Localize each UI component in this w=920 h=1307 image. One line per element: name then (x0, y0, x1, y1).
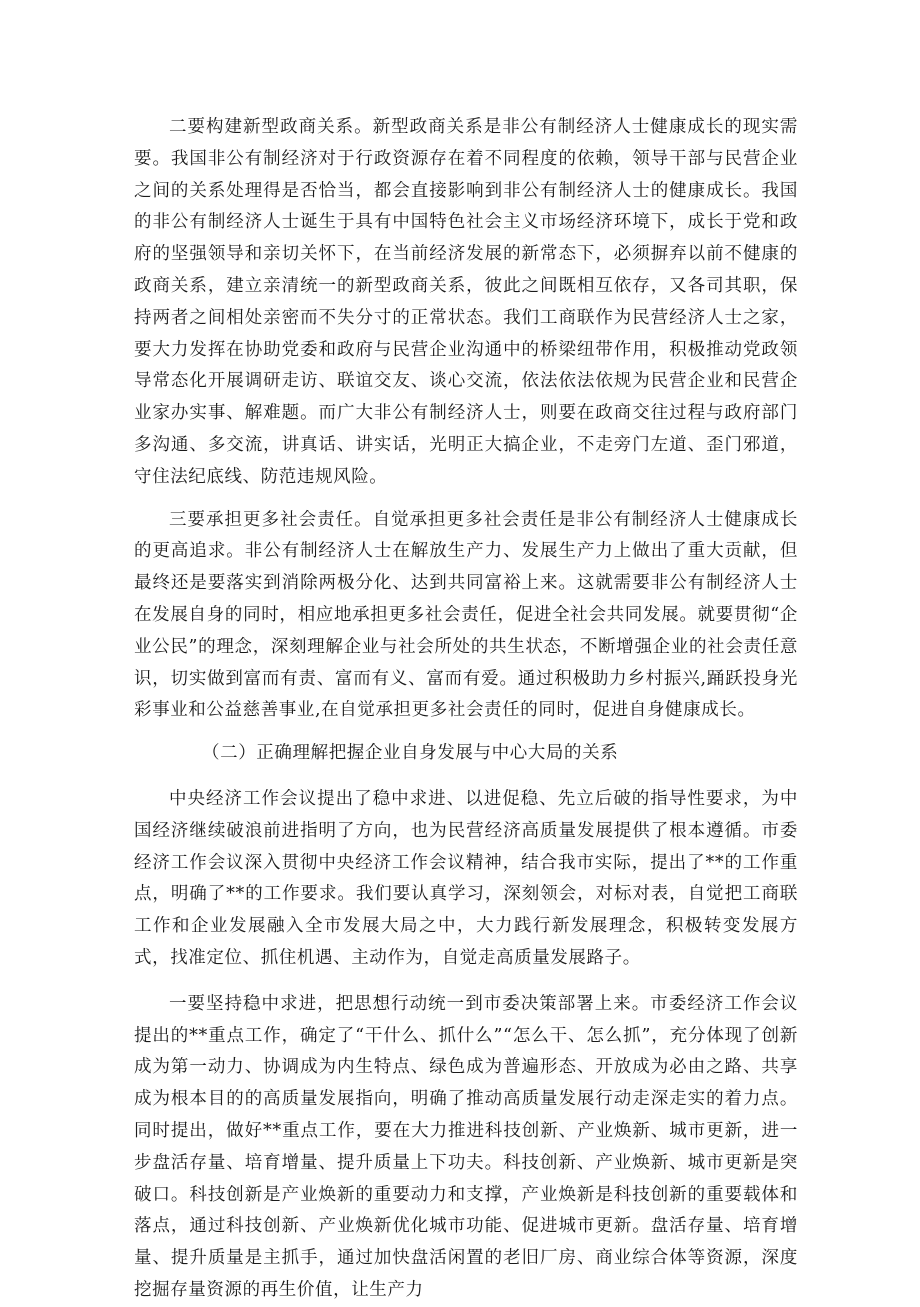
section-heading: （二）正确理解把握企业自身发展与中心大局的关系 (202, 743, 619, 764)
document-page (134, 112, 798, 1307)
paragraph-spacer (134, 727, 798, 738)
paragraph-central-economic-conference: 中央经济工作会议提出了稳中求进、以进促稳、先立后破的指导性要求，为中国经济继续破浪前进指明了方向，也为民营经济高质量发展提供了根本遵循。市委经济工作会议深入贯彻中央经济工作会议精神，结合我市实际，提出了**的工作重点，明确了**的工作要求。我们要认真学习，深刻领会，对标对表，自觉把工商联工作和企业发展融入全市发展大局之中，大力践行新发展理念，积极转变发展方式，找准定位、抓住机遇、主动作为，自觉走高质量发展路子。 (134, 788, 798, 968)
paragraph-steady-progress: 一要坚持稳中求进，把思想行动统一到市委决策部署上来。市委经济工作会议提出的**重点工作，确定了“干什么、抓什么”“怎么干、怎么抓”，充分体现了创新成为第一动力、协调成为内生特点、绿色成为普遍形态、开放成为必由之路、共享成为根本目的的高质量发展指向，明确了推动高质量发展行动走深走实的着力点。同时提出，做好**重点工作，要在大力推进科技创新、产业焕新、城市更新，进一步盘活存量、培育增量、提升质量上下功夫。科技创新、产业焕新、城市更新是突破口。科技创新是产业焕新的重要动力和支撑，产业焕新是科技创新的重要载体和落点，通过科技创新、产业焕新优化城市功能、促进城市更新。盘活存量、培育增量、提升质量是主抓手，通过加快盘活闲置的老旧厂房、商业综合体等资源，深度挖掘存量资源的再生价值，让生产力 (134, 993, 798, 1300)
paragraph-social-responsibility: 三要承担更多社会责任。自觉承担更多社会责任是非公有制经济人士健康成长的更高追求。非公有制经济人士在解放生产力、发展生产力上做出了重大贡献，但最终还是要落实到消除两极分化、达到共同富裕上来。这就需要非公有制经济人士在发展自身的同时，相应地承担更多社会责任，促进全社会共同发展。就要贯彻“企业公民”的理念，深刻理解企业与社会所处的共生状态，不断增强企业的社会责任意识，切实做到富而有责、富而有义、富而有爱。通过积极助力乡村振兴,踊跃投身光彩事业和公益慈善事业,在自觉承担更多社会责任的同时，促进自身健康成长。 (134, 509, 798, 721)
paragraph-spacer (134, 975, 798, 989)
paragraph-spacer (134, 770, 798, 784)
paragraph-political-business-relations: 二要构建新型政商关系。新型政商关系是非公有制经济人士健康成长的现实需要。我国非公有制经济对于行政资源存在着不同程度的依赖，领导干部与民营企业之间的关系处理得是否恰当，都会直接影响到非公有制经济人士的健康成长。我国的非公有制经济人士诞生于具有中国特色社会主义市场经济环境下，成长于党和政府的坚强领导和亲切关怀下，在当前经济发展的新常态下，必须摒弃以前不健康的政商关系，建立亲清统一的新型政商关系，彼此之间既相互依存，又各司其职，保持两者之间相处亲密而不失分寸的正常状态。我们工商联作为民营经济人士之家，要大力发挥在协助党委和政府与民营企业沟通中的桥梁纽带作用，积极推动党政领导常态化开展调研走访、联谊交友、谈心交流，依法依法依规为民营企业和民营企业家办实事、解难题。而广大非公有制经济人士，则要在政商交往过程与政府部门多沟通、多交流，讲真话、讲实话，光明正大搞企业，不走旁门左道、歪门邪道，守住法纪底线、防范违规风险。 (134, 117, 798, 487)
paragraph-spacer (134, 494, 798, 505)
